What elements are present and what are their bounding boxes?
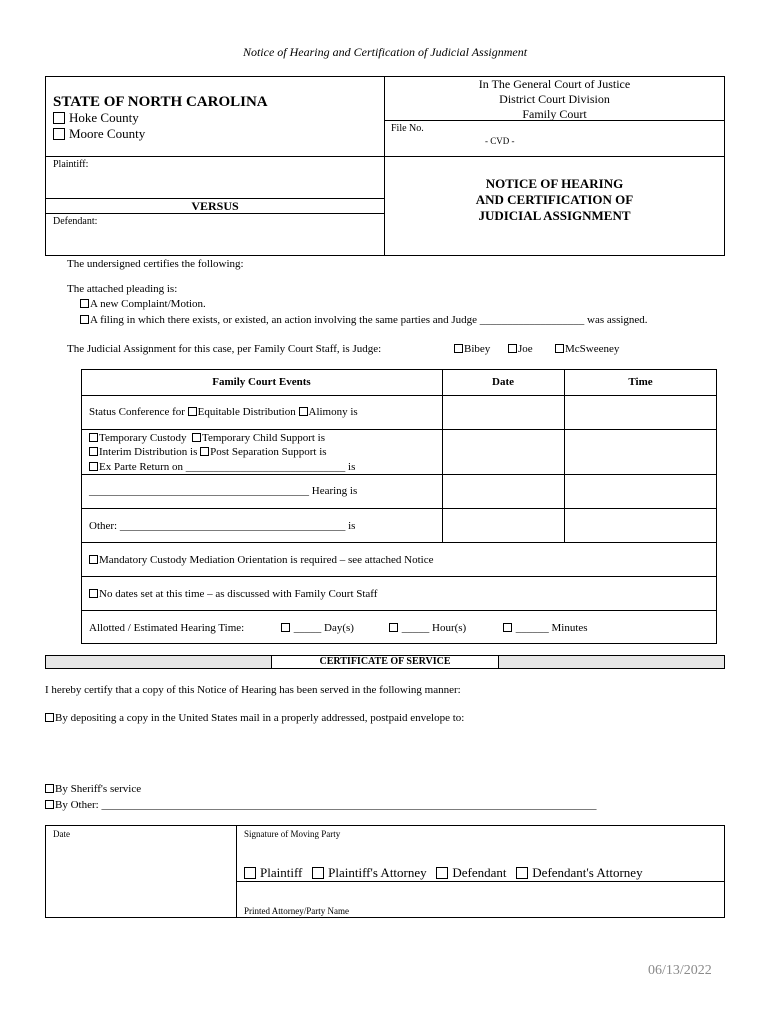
events-header-date: Date — [492, 376, 514, 388]
no-dates-row — [89, 587, 377, 601]
judge-option-joe[interactable] — [508, 342, 533, 356]
service-mail-option[interactable] — [45, 711, 464, 725]
pleading-label: The attached pleading is: — [67, 283, 178, 295]
service-other-option[interactable] — [45, 798, 596, 812]
judge-option-bibey-label: Bibey — [464, 343, 491, 355]
checkbox-icon[interactable] — [89, 447, 98, 456]
judge-option-mcsweeney[interactable] — [555, 342, 619, 356]
mediation-label: Mandatory Custody Mediation Orientation is required – see attached Notice — [99, 554, 434, 566]
checkbox-icon[interactable] — [45, 784, 54, 793]
events-row-rule-2 — [81, 429, 717, 430]
checkbox-icon[interactable] — [89, 462, 98, 471]
notice-title-line-1: NOTICE OF HEARING — [485, 176, 624, 191]
court-line-3: Family Court — [522, 107, 587, 121]
allotted-hours-label: _____ Hour(s) — [401, 622, 467, 634]
interim-distribution-row — [89, 445, 327, 459]
checkbox-icon[interactable] — [80, 299, 89, 308]
party-defendant-label: Defendant — [452, 865, 507, 880]
allotted-time-label: Allotted / Estimated Hearing Time: — [89, 622, 245, 634]
county-hoke-label: Hoke County — [69, 110, 139, 125]
checkbox-icon[interactable] — [45, 800, 54, 809]
allotted-days-label: _____ Day(s) — [293, 622, 354, 634]
checkbox-icon[interactable] — [312, 867, 324, 879]
judge-assignment-label: The Judicial Assignment for this case, per Family Court Staff, is Judge: — [67, 343, 382, 355]
checkbox-icon[interactable] — [188, 407, 197, 416]
events-row-rule-7 — [81, 610, 717, 611]
service-mail-label: By depositing a copy in the United States mail in a properly addressed, postpaid envelope to: — [55, 712, 465, 724]
post-separation-support-label: Post Separation Support is — [210, 446, 327, 458]
signature-divider — [236, 825, 237, 918]
events-row-rule-5 — [81, 542, 717, 543]
notice-title-line-3: JUDICIAL ASSIGNMENT — [478, 208, 631, 223]
caption-rule-right-mid — [384, 156, 725, 157]
status-conference-row — [89, 405, 358, 419]
party-defendant-attorney-label: Defendant's Attorney — [532, 865, 643, 880]
caption-rule-left — [45, 156, 385, 157]
other-row: Other: _________________________________________ is — [89, 520, 356, 532]
checkbox-icon[interactable] — [192, 433, 201, 442]
versus-label: VERSUS — [191, 199, 239, 213]
interim-distribution-label: Interim Distribution is — [99, 446, 198, 458]
service-sheriff-option[interactable] — [45, 782, 141, 796]
events-header-time: Time — [628, 376, 653, 388]
ex-parte-label: Ex Parte Return on _____________________________ is — [99, 461, 356, 473]
notice-title-line-2: AND CERTIFICATION OF — [475, 192, 634, 207]
checkbox-icon[interactable] — [80, 315, 89, 324]
checkbox-icon[interactable] — [53, 128, 65, 140]
pleading-option-filing-label: A filing in which there exists, or existed, an action involving the same parties and Judge ___________________ was assigned. — [90, 314, 648, 326]
cvd-label: - CVD - — [485, 136, 515, 146]
service-sheriff-label: By Sheriff's service — [55, 783, 142, 795]
court-line-2: District Court Division — [499, 92, 610, 106]
pleading-option-new[interactable] — [80, 297, 206, 311]
signature-label: Signature of Moving Party — [244, 829, 341, 839]
checkbox-icon[interactable] — [89, 433, 98, 442]
checkbox-icon[interactable] — [516, 867, 528, 879]
checkbox-icon[interactable] — [503, 623, 512, 632]
checkbox-icon[interactable] — [436, 867, 448, 879]
allotted-minutes — [503, 621, 588, 635]
judge-option-joe-label: Joe — [518, 343, 533, 355]
footer-date: 06/13/2022 — [648, 963, 712, 978]
allotted-hours — [389, 621, 466, 635]
checkbox-icon[interactable] — [508, 344, 517, 353]
pleading-option-filing[interactable] — [80, 313, 648, 327]
temporary-custody-label: Temporary Custody — [99, 432, 187, 444]
allotted-days — [281, 621, 354, 635]
court-line-1: In The General Court of Justice — [478, 77, 631, 91]
events-row-rule-3 — [81, 474, 717, 475]
date-label: Date — [53, 829, 70, 839]
file-no-label: File No. — [391, 123, 424, 134]
checkbox-icon[interactable] — [89, 589, 98, 598]
status-conference-prefix: Status Conference for — [89, 406, 185, 418]
plaintiff-label: Plaintiff: — [53, 159, 89, 170]
checkbox-icon[interactable] — [389, 623, 398, 632]
temporary-custody-row — [89, 431, 325, 445]
judge-option-mcsweeney-label: McSweeney — [565, 343, 620, 355]
allotted-minutes-label: ______ Minutes — [515, 622, 588, 634]
no-dates-label: No dates set at this time – as discussed with Family Court Staff — [99, 588, 378, 600]
checkbox-icon[interactable] — [299, 407, 308, 416]
party-plaintiff-attorney-label: Plaintiff's Attorney — [328, 865, 427, 880]
checkbox-icon[interactable] — [45, 713, 54, 722]
checkbox-icon[interactable] — [555, 344, 564, 353]
checkbox-icon[interactable] — [200, 447, 209, 456]
defendant-label: Defendant: — [53, 216, 98, 227]
events-header-event: Family Court Events — [212, 376, 311, 388]
temporary-child-support-label: Temporary Child Support is — [202, 432, 326, 444]
county-moore-label: Moore County — [69, 126, 146, 141]
form-title: Notice of Hearing and Certification of Judicial Assignment — [242, 45, 528, 59]
ex-parte-row — [89, 460, 355, 474]
certification-intro: The undersigned certifies the following: — [67, 258, 244, 270]
party-plaintiff-label: Plaintiff — [260, 865, 303, 880]
judge-option-bibey[interactable] — [454, 342, 490, 356]
printed-name-label: Printed Attorney/Party Name — [244, 906, 349, 916]
checkbox-icon[interactable] — [53, 112, 65, 124]
checkbox-icon[interactable] — [454, 344, 463, 353]
hearing-blank-row: ________________________________________ Hearing is — [89, 485, 358, 497]
events-row-rule-1 — [81, 395, 717, 396]
events-row-rule-4 — [81, 508, 717, 509]
versus-rule-bottom — [45, 213, 385, 214]
certificate-heading: CERTIFICATE OF SERVICE — [319, 656, 451, 667]
checkbox-icon[interactable] — [281, 623, 290, 632]
checkbox-icon[interactable] — [244, 867, 256, 879]
mediation-row — [89, 553, 434, 567]
alimony-label: Alimony is — [308, 406, 358, 418]
pleading-option-new-label: A new Complaint/Motion. — [90, 298, 206, 310]
county-moore[interactable] — [53, 126, 145, 142]
equitable-distribution-label: Equitable Distribution — [197, 406, 296, 418]
service-other-label: By Other: __________________________________________________________________________________________ — [55, 799, 597, 811]
party-options — [244, 865, 643, 881]
events-row-rule-6 — [81, 576, 717, 577]
checkbox-icon[interactable] — [89, 555, 98, 564]
county-hoke[interactable] — [53, 110, 139, 126]
signature-rule — [236, 881, 725, 882]
state-heading: STATE OF NORTH CAROLINA — [53, 94, 268, 110]
certificate-statement: I hereby certify that a copy of this Notice of Hearing has been served in the following manner: — [45, 684, 461, 696]
